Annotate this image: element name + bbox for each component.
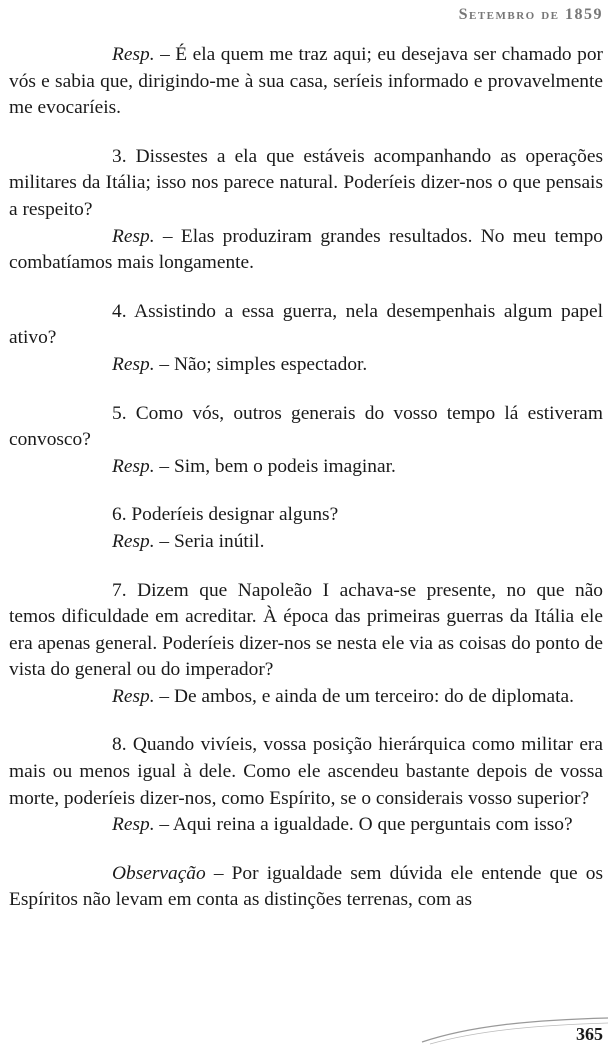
paragraph-label: Resp. xyxy=(112,353,155,375)
question-paragraph xyxy=(9,401,603,454)
question-paragraph xyxy=(9,299,603,352)
paragraph-text: – De ambos, e ainda de um terceiro: do de diplomata. xyxy=(154,685,575,707)
paragraph-label: Observação xyxy=(112,862,206,884)
paragraph-text: – Elas produziram grandes resultados. No meu tempo combatíamos mais longamente. xyxy=(9,225,603,274)
answer-paragraph xyxy=(9,684,603,711)
observation-paragraph xyxy=(9,861,603,914)
paragraph-text: – Seria inútil. xyxy=(154,530,265,552)
paragraph-text: 6. Poderíeis designar alguns? xyxy=(112,504,339,526)
paragraph-label: Resp. xyxy=(112,685,155,707)
paragraph-text: 8. Quando vivíeis, vossa posição hierárquica como militar era mais ou menos igual à dele. Como ele ascendeu bastante depois de vossa morte, poderíeis dizer-nos, como Espírito, se o considerais vosso superior? xyxy=(9,734,603,809)
paragraph-text: – Sim, bem o podeis imaginar. xyxy=(154,455,396,477)
paragraph-text: 4. Assistindo a essa guerra, nela desempenhais algum papel ativo? xyxy=(9,300,603,349)
paragraph-text: – Aqui reina a igualdade. O que perguntais com isso? xyxy=(154,814,573,836)
answer-paragraph xyxy=(9,812,603,839)
paragraph-label: Resp. xyxy=(112,44,155,65)
answer-paragraph xyxy=(9,224,603,277)
paragraph-text: – Não; simples espectador. xyxy=(154,353,368,375)
page-body xyxy=(9,42,603,914)
question-paragraph xyxy=(9,732,603,812)
question-paragraph xyxy=(9,144,603,224)
answer-paragraph xyxy=(9,529,603,556)
question-paragraph xyxy=(9,502,603,529)
answer-paragraph xyxy=(9,454,603,481)
answer-paragraph xyxy=(9,42,603,122)
paragraph-label: Resp. xyxy=(112,225,155,247)
page-number: 365 xyxy=(576,1024,603,1044)
paragraph-text: – Por igualdade sem dúvida ele entende que os Espíritos não levam em conta as distinções terrenas, com as xyxy=(9,862,603,911)
answer-paragraph xyxy=(9,352,603,379)
paragraph-label: Resp. xyxy=(112,530,155,552)
paragraph-label: Resp. xyxy=(112,814,155,836)
paragraph-text: 7. Dizem que Napoleão I achava-se presente, no que não temos dificuldade em acreditar. À época das primeiras guerras da Itália ele era apenas general. Poderíeis dizer-nos se nesta ele via as coisas do ponto de vista do general ou do imperador? xyxy=(9,579,603,681)
paragraph-text: 5. Como vós, outros generais do vosso tempo lá estiveram convosco? xyxy=(9,402,603,451)
paragraph-label: Resp. xyxy=(112,455,155,477)
running-header: Setembro de 1859 xyxy=(458,6,603,23)
paragraph-text: – É ela quem me traz aqui; eu desejava ser chamado por vós e sabia que, dirigindo-me à sua casa, seríeis informado e provavelmente me evocaríeis. xyxy=(9,44,603,119)
question-paragraph xyxy=(9,578,603,684)
paragraph-text: 3. Dissestes a ela que estáveis acompanhando as operações militares da Itália; isso nos parece natural. Poderíeis dizer-nos o que pensais a respeito? xyxy=(9,145,603,220)
